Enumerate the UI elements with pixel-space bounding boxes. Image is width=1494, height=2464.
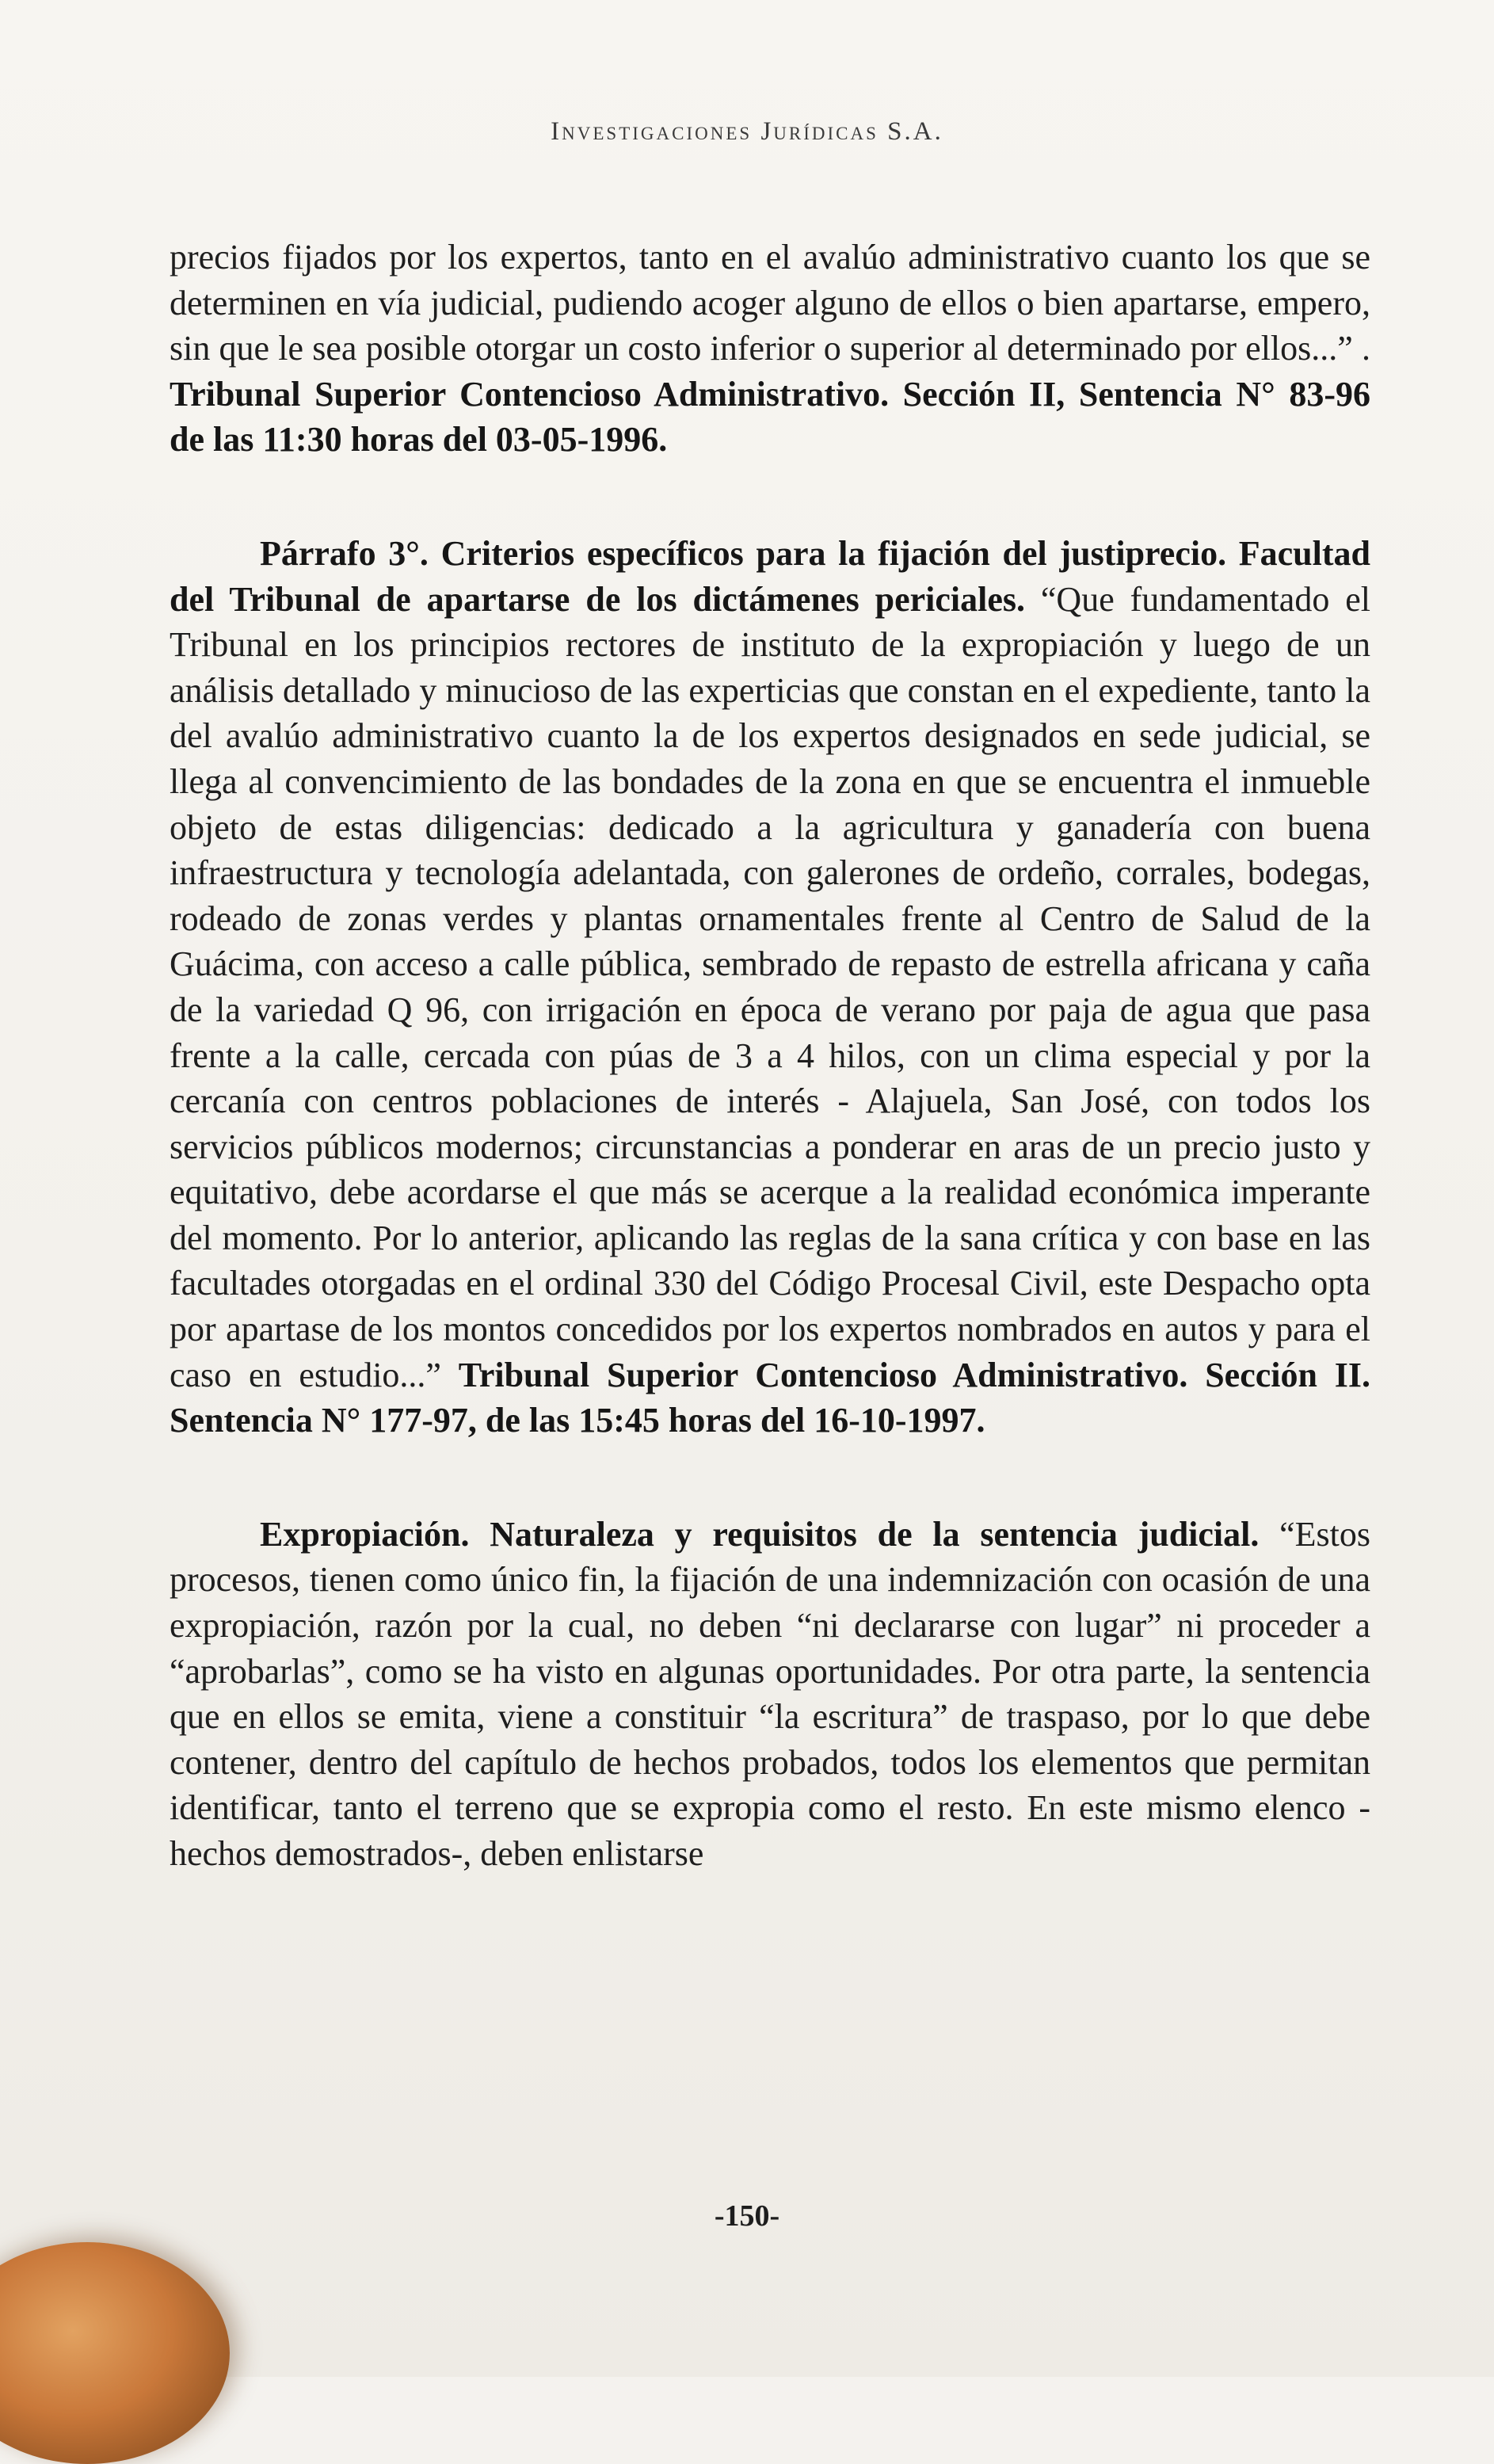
paragraph-criterios bbox=[170, 531, 1370, 1444]
paragraph-expropiacion bbox=[170, 1512, 1370, 1877]
paragraph-text: precios fijados por los expertos, tanto en el avalúo administrativo cuanto los que se determinen en vía judicial, pudiendo acoger alguno de ellos o bien apartarse, empero, sin que le sea posible otorgar un costo inferior o superior al determinado por ellos...” . bbox=[170, 238, 1370, 368]
section-heading: Expropiación. Naturaleza y requisitos de la sentencia judicial. bbox=[260, 1514, 1260, 1554]
paragraph-text: “Estos procesos, tienen como único fin, la fijación de una indemnización con ocasión de una expropiación, razón por la cual, no deben “ni declararse con lugar” ni proceder a “aprobarlas”, como se ha visto en algunas oportunidades. Por otra parte, la sentencia que en ellos se emita, viene a constituir “la escritura” de traspaso, por lo que debe contener, dentro del capítulo de hechos probados, todos los elementos que permitan identificar, tanto el terreno que se expropia como el resto. En este mismo elenco -hechos demostrados-, deben enlistarse bbox=[170, 1514, 1370, 1873]
paragraph-text: “Que fundamentado el Tribunal en los principios rectores de instituto de la expropiación y luego de un análisis detallado y minucioso de las experticias que constan en el expediente, tanto la del avalúo administrativo cuanto la de los expertos designados en sede judicial, se llega al convencimiento de las bondades de la zona en que se encuentra el inmueble objeto de estas diligencias: dedicado a la agricultura y ganadería con buena infraestructura y tecnología adelantada, con galerones de ordeño, corrales, bodegas, rodeado de zonas verdes y plantas ornamentales frente al Centro de Salud de la Guácima, con acceso a calle pública, sembrado de repasto de estrella africana y caña de la variedad Q 96, con irrigación en época de verano por paja de agua que pasa frente a la calle, cercada con púas de 3 a 4 hilos, con un clima especial y por la cercanía con centros poblaciones de interés - Alajuela, San José, con todos los servicios públicos modernos; circunstancias a ponderar en aras de un precio justo y equitativo, debe acordarse el que más se acerque a la realidad económica imperante del momento. Por lo anterior, aplicando las reglas de la sana crítica y con base en las facultades otorgadas en el ordinal 330 del Código Procesal Civil, este Despacho opta por apartase de los montos concedidos por los expertos nombrados en autos y para el caso en estudio...” bbox=[170, 579, 1370, 1394]
case-citation: Tribunal Superior Contencioso Administrativo. Sección II, Sentencia N° 83-96 de las 11:30 horas del 03-05-1996. bbox=[170, 374, 1370, 460]
thumb-photo-artifact bbox=[0, 2242, 230, 2464]
page-body bbox=[170, 235, 1370, 1877]
case-citation: Tribunal Superior Contencioso Administrativo. Sección II. Sentencia N° 177-97, de las 15:45 horas del 16-10-1997. bbox=[170, 1355, 1371, 1440]
section-heading: Párrafo 3°. Criterios específicos para la fijación del justiprecio. Facultad del Tribunal de apartarse de los dictámenes periciales. bbox=[170, 533, 1370, 619]
running-header: Investigaciones Jurídicas S.A. bbox=[551, 117, 943, 146]
paragraph-continuation bbox=[170, 235, 1370, 463]
page-number: -150- bbox=[714, 2199, 780, 2233]
